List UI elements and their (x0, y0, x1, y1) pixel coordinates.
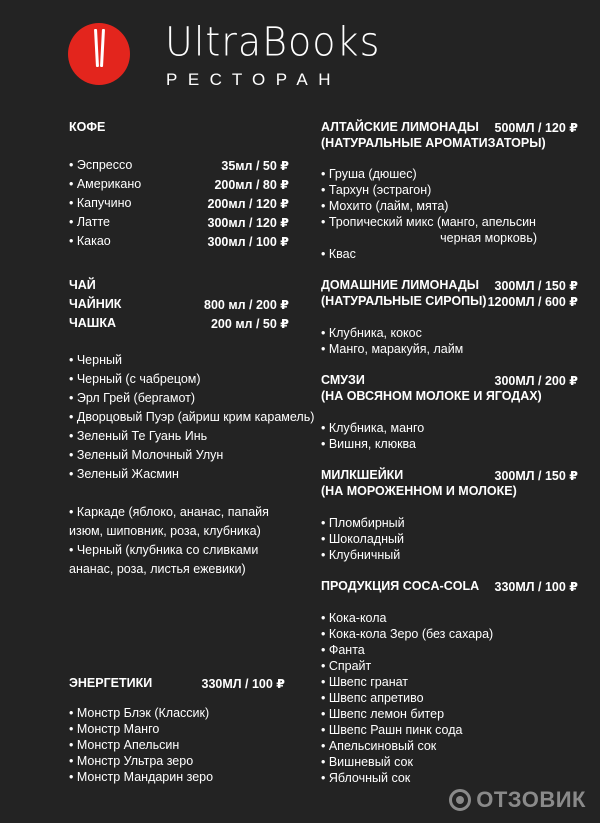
chopstick-icon (94, 29, 99, 67)
coffee-title: КОФЕ (69, 120, 106, 134)
energy-price: 330МЛ / 100 ₽ (201, 677, 285, 691)
menu-item: • Черный (клубника со сливками (69, 543, 259, 557)
menu-item: • Фанта (321, 643, 365, 657)
home-price-large: 1200МЛ / 600 ₽ (487, 295, 578, 309)
altai-subtitle: (НАТУРАЛЬНЫЕ АРОМАТИЗАТОРЫ) (321, 136, 546, 150)
milkshake-price: 300МЛ / 150 ₽ (494, 469, 578, 483)
menu-item: • Вишня, клюква (321, 437, 417, 451)
tea-title: ЧАЙ (69, 278, 96, 292)
menu-item: • Монстр Апельсин (69, 738, 180, 752)
menu-item: • Клубника, кокос (321, 326, 422, 340)
menu-item: • Зеленый Те Гуань Инь (69, 429, 208, 443)
menu-item-continuation: черная морковь) (440, 231, 537, 245)
menu-item: • Кока-кола Зеро (без сахара) (321, 627, 494, 641)
menu-item: • Швепс гранат (321, 675, 409, 689)
menu-item: • Черный (69, 353, 122, 367)
menu-item: • Тархун (эстрагон) (321, 183, 432, 197)
menu-item: • Шоколадный (321, 532, 404, 546)
menu-item: • Эспрессо (69, 158, 133, 172)
smoothie-price: 300МЛ / 200 ₽ (494, 374, 578, 388)
menu-item-price: 300мл / 100 ₽ (207, 235, 289, 249)
menu-item: • Зеленый Жасмин (69, 467, 179, 481)
menu-item-continuation: ананас, роза, листья ежевики) (69, 562, 246, 576)
menu-item: • Вишневый сок (321, 755, 413, 769)
menu-item: • Монстр Мандарин зеро (69, 770, 214, 784)
chopstick-icon (100, 29, 105, 67)
milkshake-title: МИЛКШЕЙКИ (321, 468, 404, 482)
otzovik-logo-icon (449, 789, 471, 811)
menu-item: • Яблочный сок (321, 771, 411, 785)
menu-item: • Груша (дюшес) (321, 167, 417, 181)
brand-name: UltraBooks (165, 18, 381, 66)
menu-item-price: 35мл / 50 ₽ (221, 159, 289, 173)
menu-item: • Каркаде (яблоко, ананас, папайя (69, 505, 269, 519)
menu-item-price: 300мл / 120 ₽ (207, 216, 289, 230)
menu-item: • Кока-кола (321, 611, 387, 625)
menu-item: • Манго, маракуйя, лайм (321, 342, 464, 356)
menu-item: • Черный (с чабрецом) (69, 372, 201, 386)
menu-item-price: 200мл / 80 ₽ (214, 178, 289, 192)
brand-subtitle: РЕСТОРАН (166, 70, 342, 89)
menu-item: • Латте (69, 215, 110, 229)
menu-item: • Капучино (69, 196, 132, 210)
smoothie-subtitle: (НА ОВСЯНОМ МОЛОКЕ И ЯГОДАХ) (321, 389, 542, 403)
coca-price: 330МЛ / 100 ₽ (494, 580, 578, 594)
altai-price: 500МЛ / 120 ₽ (494, 121, 578, 135)
tea-cup-label: ЧАШКА (69, 316, 117, 330)
menu-item: • Монстр Ультра зеро (69, 754, 194, 768)
altai-title: АЛТАЙСКИЕ ЛИМОНАДЫ (321, 120, 479, 134)
home-price-small: 300МЛ / 150 ₽ (494, 279, 578, 293)
menu-item: • Мохито (лайм, мята) (321, 199, 449, 213)
coca-title: ПРОДУКЦИЯ COCA-COLA (321, 579, 480, 593)
menu-item: • Апельсиновый сок (321, 739, 437, 753)
milkshake-subtitle: (НА МОРОЖЕННОМ И МОЛОКЕ) (321, 484, 517, 498)
tea-kettle-price: 800 мл / 200 ₽ (204, 298, 289, 312)
tea-kettle-label: ЧАЙНИК (69, 297, 122, 311)
menu-item: • Американо (69, 177, 142, 191)
menu-item: • Спрайт (321, 659, 372, 673)
watermark (449, 787, 586, 813)
menu-item-continuation: изюм, шиповник, роза, клубника) (69, 524, 261, 538)
menu-item: • Швепс Рашн пинк сода (321, 723, 463, 737)
home-subtitle: (НАТУРАЛЬНЫЕ СИРОПЫ) (321, 294, 487, 308)
menu-item: • Пломбирный (321, 516, 405, 530)
menu-item: • Эрл Грей (бергамот) (69, 391, 196, 405)
smoothie-title: СМУЗИ (321, 373, 365, 387)
tea-cup-price: 200 мл / 50 ₽ (210, 317, 289, 331)
menu-item: • Зеленый Молочный Улун (69, 448, 224, 462)
menu-item: • Клубничный (321, 548, 401, 562)
menu-item: • Квас (321, 247, 356, 261)
menu-item: • Монстр Манго (69, 722, 160, 736)
menu-item: • Швепс лемон битер (321, 707, 445, 721)
energy-title: ЭНЕРГЕТИКИ (69, 676, 153, 690)
watermark-text: ОТЗОВИК (476, 787, 586, 812)
menu-item: • Какао (69, 234, 111, 248)
menu-item: • Тропический микс (манго, апельсин (321, 215, 536, 229)
logo-mark (68, 23, 130, 85)
menu-item: • Швепс апретиво (321, 691, 424, 705)
menu-item-price: 200мл / 120 ₽ (207, 197, 289, 211)
home-title: ДОМАШНИЕ ЛИМОНАДЫ (321, 278, 480, 292)
menu-item: • Монстр Блэк (Классик) (69, 706, 210, 720)
menu-item: • Дворцовый Пуэр (айриш крим карамель) (69, 410, 315, 424)
menu-item: • Клубника, манго (321, 421, 425, 435)
